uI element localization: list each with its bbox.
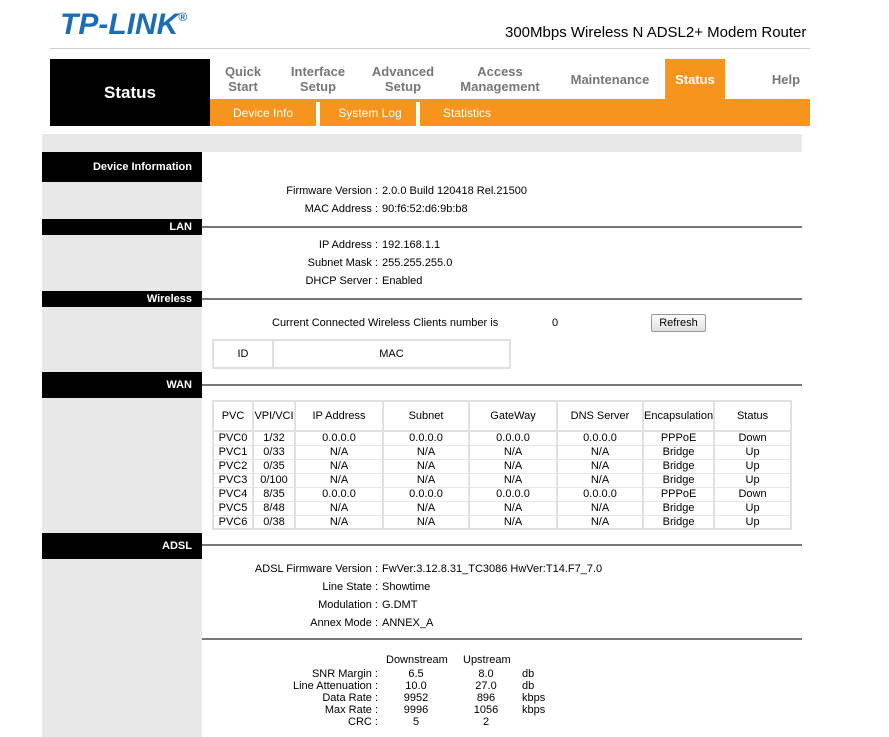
wan-col-pvc: PVC (213, 401, 253, 431)
nav-advanced-setup[interactable]: Advanced Setup (371, 64, 435, 94)
section-divider (202, 226, 802, 228)
table-cell: N/A (557, 515, 643, 529)
nav-interface-setup[interactable]: Interface Setup (290, 64, 346, 94)
subnet-mask-value: 255.255.255.0 (382, 257, 453, 269)
section-title: Status (50, 59, 210, 126)
adsl-stat-label: Data Rate : (322, 692, 378, 704)
subnav-device-info[interactable]: Device Info (232, 105, 294, 120)
table-cell: 0/38 (253, 515, 295, 529)
section-wireless: Wireless (42, 291, 202, 307)
table-cell: Up (714, 445, 791, 459)
main-nav (210, 59, 810, 99)
table-cell: PPPoE (643, 431, 714, 445)
nav-help[interactable]: Help (771, 71, 801, 87)
table-cell: 0.0.0.0 (295, 487, 383, 501)
dhcp-value: Enabled (382, 275, 423, 287)
adsl-stat-label: SNR Margin : (311, 668, 378, 680)
firmware-value: 2.0.0 Build 120418 Rel.21500 (382, 185, 527, 197)
table-cell: 0.0.0.0 (295, 431, 383, 445)
model-name: 300Mbps Wireless N ADSL2+ Modem Router (505, 24, 807, 41)
wan-col-vpi-vci: VPI/VCI (253, 401, 295, 431)
table-cell: PVC2 (213, 459, 253, 473)
table-cell: Up (714, 459, 791, 473)
table-cell: N/A (383, 445, 469, 459)
table-cell: 0/33 (253, 445, 295, 459)
table-header-mac: MAC (273, 340, 510, 368)
table-cell: PVC1 (213, 445, 253, 459)
wan-col-encapsulation: Encapsulation (643, 401, 714, 431)
table-cell: N/A (469, 445, 557, 459)
firmware-label: Firmware Version : (286, 185, 378, 197)
table-row (213, 459, 791, 473)
table-cell: 1/32 (253, 431, 295, 445)
table-cell: PVC3 (213, 473, 253, 487)
registered-mark: ® (178, 10, 188, 24)
section-divider (202, 544, 802, 546)
mac-label: MAC Address : (304, 203, 378, 215)
subnav-statistics[interactable]: Statistics (442, 105, 491, 120)
table-cell: 0.0.0.0 (469, 487, 557, 501)
dhcp-label: DHCP Server : (305, 275, 378, 287)
wan-col-ip: IP Address (295, 401, 383, 431)
adsl-stat-downstream: 9952 (403, 692, 429, 704)
table-cell: 0/35 (253, 459, 295, 473)
table-header-id: ID (213, 340, 273, 368)
table-cell: N/A (469, 515, 557, 529)
modulation-value: G.DMT (382, 599, 418, 611)
table-cell: N/A (557, 473, 643, 487)
nav-maintenance[interactable]: Maintenance (570, 71, 650, 87)
modulation-label: Modulation : (318, 599, 378, 611)
table-row (213, 487, 791, 501)
subnet-mask-label: Subnet Mask : (307, 257, 378, 269)
table-cell: Bridge (643, 473, 714, 487)
table-cell: N/A (383, 473, 469, 487)
table-cell: N/A (469, 501, 557, 515)
table-cell: 0/100 (253, 473, 295, 487)
section-lan: LAN (42, 219, 202, 235)
table-cell: N/A (295, 473, 383, 487)
wireless-clients-label: Current Connected Wireless Clients number is (272, 317, 499, 329)
table-cell: Down (714, 487, 791, 501)
table-cell: N/A (295, 445, 383, 459)
col-downstream: Downstream (386, 654, 448, 666)
adsl-stat-unit: db (522, 680, 535, 692)
table-cell: 0.0.0.0 (383, 431, 469, 445)
adsl-firmware-label: ADSL Firmware Version : (254, 563, 378, 575)
table-cell: PVC6 (213, 515, 253, 529)
section-wan: WAN (42, 372, 202, 398)
annex-mode-value: ANNEX_A (382, 617, 434, 629)
table-row (213, 473, 791, 487)
wan-col-status: Status (714, 401, 791, 431)
table-cell: Bridge (643, 515, 714, 529)
adsl-firmware-value: FwVer:3.12.8.31_TC3086 HwVer:T14.F7_7.0 (382, 563, 603, 575)
table-row (213, 445, 791, 459)
adsl-stat-downstream: 6.5 (408, 668, 424, 680)
table-cell: Up (714, 501, 791, 515)
table-cell: N/A (557, 459, 643, 473)
mac-value: 90:f6:52:d6:9b:b8 (382, 203, 468, 215)
adsl-stat-upstream: 27.0 (475, 680, 497, 692)
table-cell: 8/48 (253, 501, 295, 515)
subnav-system-log[interactable]: System Log (338, 105, 402, 120)
header-divider (50, 48, 810, 49)
table-cell: N/A (295, 459, 383, 473)
wan-col-dns: DNS Server (557, 401, 643, 431)
wan-col-subnet: Subnet (383, 401, 469, 431)
wireless-clients-table (212, 339, 511, 369)
line-state-value: Showtime (382, 581, 431, 593)
tp-link-logo: TP-LINK® (60, 8, 188, 41)
adsl-stat-downstream: 10.0 (405, 680, 427, 692)
wan-table (212, 400, 792, 530)
table-cell: Bridge (643, 445, 714, 459)
adsl-stat-upstream: 1056 (473, 704, 499, 716)
table-row (213, 431, 791, 445)
table-cell: 0.0.0.0 (557, 431, 643, 445)
wan-col-gateway: GateWay (469, 401, 557, 431)
table-cell: PVC5 (213, 501, 253, 515)
table-cell: Up (714, 473, 791, 487)
table-cell: N/A (469, 473, 557, 487)
ip-value: 192.168.1.1 (382, 239, 441, 251)
table-row (213, 501, 791, 515)
ip-label: IP Address : (318, 239, 378, 251)
table-cell: 0.0.0.0 (383, 487, 469, 501)
wireless-clients-value: 0 (552, 317, 559, 329)
annex-mode-label: Annex Mode : (310, 617, 378, 629)
adsl-stat-unit: kbps (522, 704, 546, 716)
sub-nav (210, 99, 810, 126)
adsl-stat-unit: db (522, 668, 535, 680)
adsl-stat-upstream: 896 (476, 692, 496, 704)
table-cell: N/A (557, 445, 643, 459)
adsl-stat-label: Max Rate : (324, 704, 378, 716)
table-row (213, 515, 791, 529)
table-cell: N/A (295, 515, 383, 529)
section-divider (202, 298, 802, 300)
table-cell: PVC0 (213, 431, 253, 445)
table-cell: PVC4 (213, 487, 253, 501)
table-cell: 0.0.0.0 (469, 431, 557, 445)
table-cell: Down (714, 431, 791, 445)
subnav-separator (316, 102, 320, 126)
table-cell: PPPoE (643, 487, 714, 501)
table-cell: N/A (383, 515, 469, 529)
table-cell: 8/35 (253, 487, 295, 501)
col-upstream: Upstream (463, 654, 511, 666)
table-cell: N/A (383, 501, 469, 515)
section-adsl: ADSL (42, 533, 202, 559)
table-cell: N/A (469, 459, 557, 473)
nav-access-management[interactable]: Access Management (460, 64, 540, 94)
adsl-stat-upstream: 8.0 (478, 668, 494, 680)
adsl-stat-label: CRC : (348, 716, 378, 728)
nav-status[interactable]: Status (665, 59, 725, 99)
adsl-stat-upstream: 2 (482, 716, 490, 728)
nav-quick-start[interactable]: Quick Start (224, 64, 262, 94)
section-divider (202, 638, 802, 640)
section-divider (202, 384, 802, 386)
table-cell: N/A (295, 501, 383, 515)
adsl-stat-downstream: 5 (412, 716, 420, 728)
line-state-label: Line State : (322, 581, 378, 593)
subnav-separator (416, 102, 420, 126)
section-device-information: Device Information (42, 152, 202, 182)
table-cell: N/A (383, 459, 469, 473)
table-cell: 0.0.0.0 (557, 487, 643, 501)
table-cell: Up (714, 515, 791, 529)
table-cell: Bridge (643, 459, 714, 473)
adsl-stat-label: Line Attenuation : (292, 680, 378, 692)
content-top-strip (42, 134, 802, 152)
adsl-stat-unit: kbps (522, 692, 546, 704)
adsl-stat-downstream: 9996 (403, 704, 429, 716)
table-cell: N/A (557, 501, 643, 515)
refresh-button[interactable]: Refresh (651, 314, 706, 332)
table-cell: Bridge (643, 501, 714, 515)
